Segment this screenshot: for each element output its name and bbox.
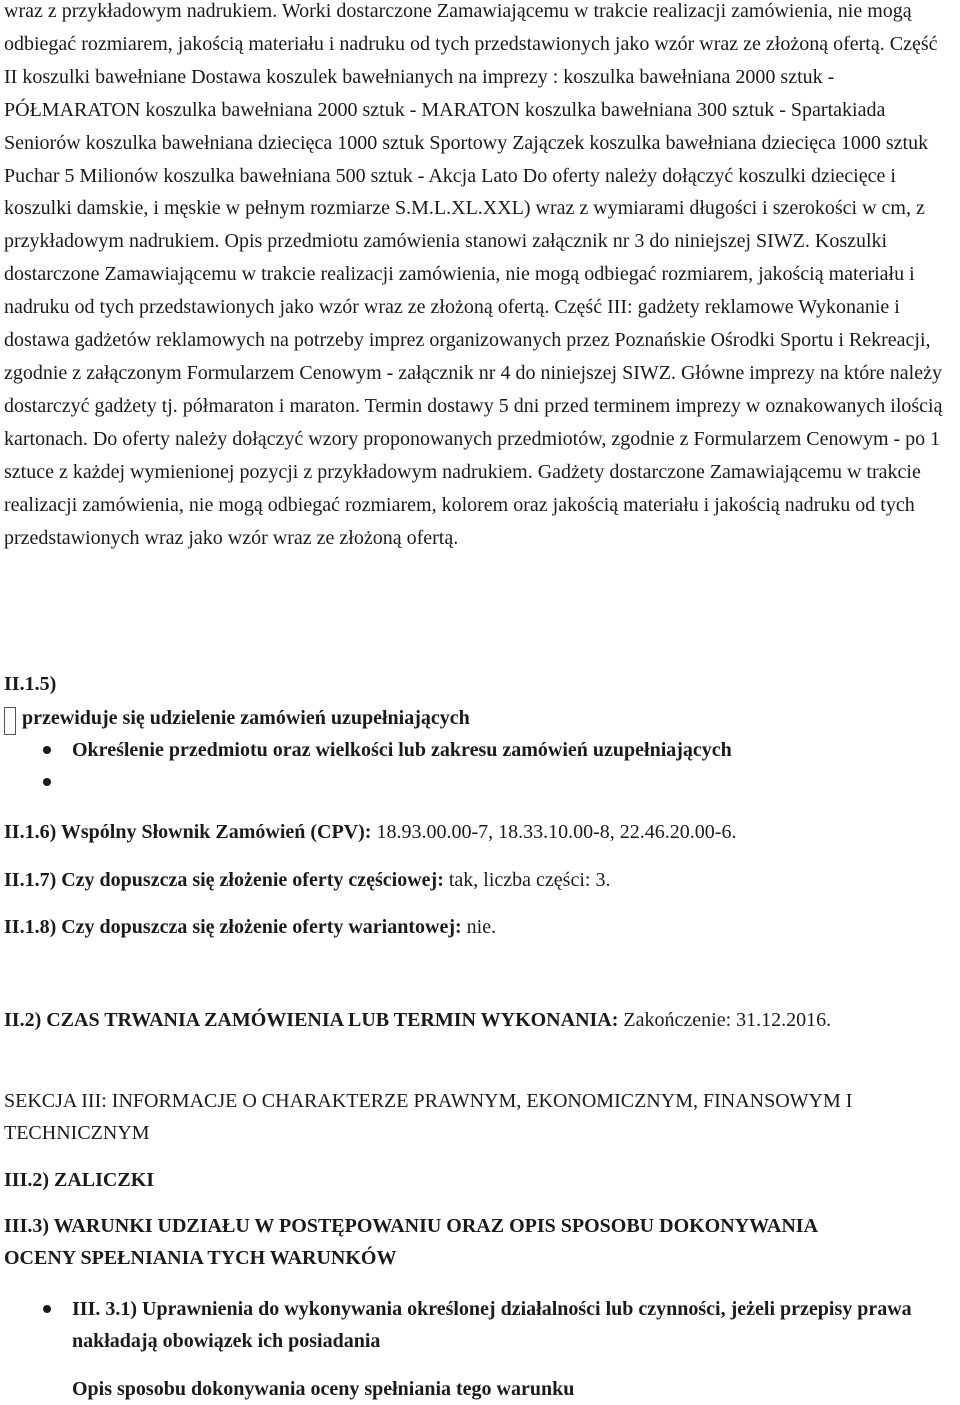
bullet-icon bbox=[43, 1305, 51, 1313]
conditions-list bbox=[4, 1293, 954, 1357]
list-item bbox=[4, 734, 954, 766]
section-III-title: SEKCJA III: INFORMACJE O CHARAKTERZE PRAWNYM, EKONOMICZNYM, FINANSOWYM I TECHNICZNYM bbox=[4, 1090, 853, 1144]
supplementary-orders-list bbox=[4, 734, 954, 798]
supplementary-orders-option bbox=[4, 702, 960, 734]
checkbox-icon[interactable] bbox=[4, 707, 16, 735]
intro-paragraph: wraz z przykładowym nadrukiem. Worki dostarczone Zamawiającemu w trakcie realizacji zamówienia, nie mogą odbiegać rozmiarem, jakością materiału i nadruku od tych przedstawionych jako wzór wraz ze złożoną ofertą. Część II koszulki bawełniane Dostawa koszulek bawełnianych na imprezy : koszulka bawełniana 2000 sztuk - PÓŁMARATON koszulka bawełniana 2000 sztuk - MARATON koszulka bawełniana 300 sztuk - Spartakiada Seniorów koszulka bawełniana dziecięca 1000 sztuk Sportowy Zajączek koszulka bawełniana dziecięca 1000 sztuk Puchar 5 Milionów koszulka bawełniana 500 sztuk - Akcja Lato Do oferty należy dołączyć koszulki dziecięce i koszulki damskie, i męskie w pełnym rozmiarze S.M.L.XL.XXL) wraz z wymiarami długości i szerokości w cm, z przykładowym nadrukiem. Opis przedmiotu zamówienia stanowi załącznik nr 3 do niniejszej SIWZ. Koszulki dostarczone Zamawiającemu w trakcie realizacji zamówienia, nie mogą odbiegać rozmiarem, jakością materiału i nadruku od tych przedstawionych jako wzór wraz ze złożoną ofertą. Część III: gadżety reklamowe Wykonanie i dostawa gadżetów reklamowych na potrzeby imprez organizowanych przez Poznańskie Ośrodki Sportu i Rekreacji, zgodnie z załączonym Formularzem Cenowym - załącznik nr 4 do niniejszej SIWZ. Główne imprezy na które należy dostarczyć gadżety tj. półmaraton i maraton. Termin dostawy 5 dni przed terminem imprezy w oznakowanych ilością kartonach. Do oferty należy dołączyć wzory proponowanych przedmiotów, zgodnie z Formularzem Cenowym - po 1 sztuce z każdej wymienionej pozycji z przykładowym nadrukiem. Gadżety dostarczone Zamawiającemu w trakcie realizacji zamówienia, nie mogą odbiegać rozmiarem, kolorem oraz jakością materiału i jakością nadruku od tych przedstawionych wraz jako wzór wraz ze złożoną ofertą. bbox=[4, 0, 943, 549]
list-item-text: Określenie przedmiotu oraz wielkości lub zakresu zamówień uzupełniających bbox=[72, 739, 732, 761]
assessment-heading: Opis sposobu dokonywania oceny spełniania tego warunku bbox=[72, 1378, 575, 1400]
section-value: tak, liczba części: 3. bbox=[443, 869, 611, 891]
section-II-1-6 bbox=[4, 816, 954, 848]
list-item bbox=[4, 1293, 932, 1357]
section-value: Zakończenie: 31.12.2016. bbox=[618, 1009, 832, 1031]
section-value: nie. bbox=[461, 916, 497, 938]
bullet-icon bbox=[43, 746, 51, 754]
checkbox-label: przewiduje się udzielenie zamówień uzupełniających bbox=[22, 707, 470, 729]
section-label: II.2) CZAS TRWANIA ZAMÓWIENIA LUB TERMIN WYKONANIA: bbox=[4, 1009, 619, 1031]
list-item bbox=[4, 766, 954, 798]
section-III-3-heading: III.3) WARUNKI UDZIAŁU W POSTĘPOWANIU ORAZ OPIS SPOSOBU DOKONYWANIA OCENY SPEŁNIANIA TYCH WARUNKÓW bbox=[4, 1215, 817, 1269]
list-item-text: III. 3.1) Uprawnienia do wykonywania określonej działalności lub czynności, jeżeli przepisy prawa nakładają obowiązek ich posiadania bbox=[72, 1298, 912, 1352]
section-label: II.1.6) Wspólny Słownik Zamówień (CPV): bbox=[4, 821, 372, 843]
section-III-2-heading: III.2) ZALICZKI bbox=[4, 1169, 155, 1191]
section-II-1-5-heading: II.1.5) bbox=[4, 673, 57, 695]
section-value: 18.93.00.00-7, 18.33.10.00-8, 22.46.20.00-6. bbox=[371, 821, 737, 843]
section-II-2 bbox=[4, 1004, 884, 1036]
section-II-1-8 bbox=[4, 911, 954, 943]
section-label: II.1.8) Czy dopuszcza się złożenie oferty wariantowej: bbox=[4, 916, 462, 938]
section-label: II.1.7) Czy dopuszcza się złożenie oferty częściowej: bbox=[4, 869, 444, 891]
bullet-icon bbox=[43, 778, 51, 786]
section-II-1-7 bbox=[4, 864, 954, 896]
